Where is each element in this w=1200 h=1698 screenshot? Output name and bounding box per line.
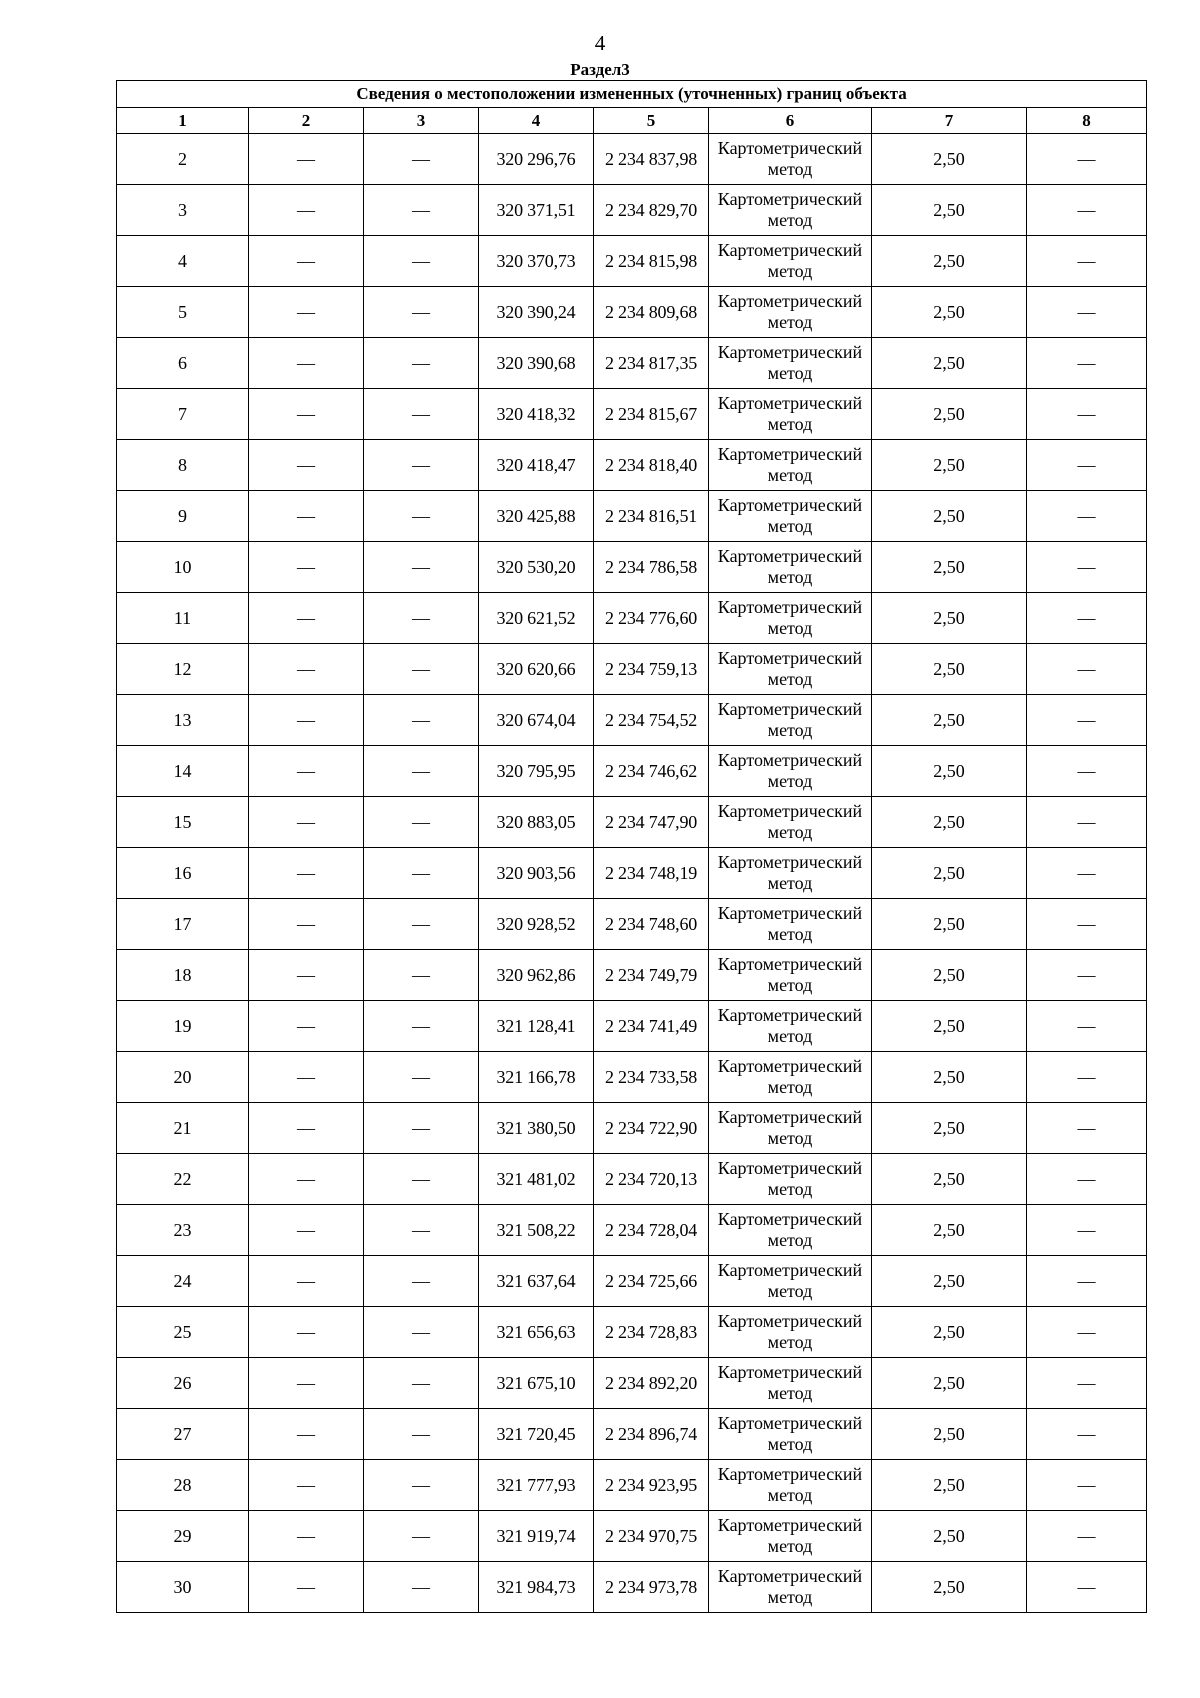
cell-coord-y: 2 234 728,83 xyxy=(594,1307,709,1358)
cell-col3: — xyxy=(364,1358,479,1409)
cell-col2: — xyxy=(249,287,364,338)
cell-col2: — xyxy=(249,236,364,287)
cell-coord-x: 320 962,86 xyxy=(479,950,594,1001)
cell-coord-x: 320 425,88 xyxy=(479,491,594,542)
cell-coord-x: 320 620,66 xyxy=(479,644,594,695)
cell-col3: — xyxy=(364,1052,479,1103)
column-number-1: 1 xyxy=(117,108,249,134)
cell-point-number: 25 xyxy=(117,1307,249,1358)
cell-coord-x: 320 390,68 xyxy=(479,338,594,389)
cell-col2: — xyxy=(249,1409,364,1460)
cell-col3: — xyxy=(364,593,479,644)
cell-col3: — xyxy=(364,1001,479,1052)
cell-method: Картометрический метод xyxy=(709,440,872,491)
cell-col8: — xyxy=(1027,899,1147,950)
cell-method: Картометрический метод xyxy=(709,797,872,848)
cell-coord-y: 2 234 970,75 xyxy=(594,1511,709,1562)
cell-col2: — xyxy=(249,1511,364,1562)
cell-col3: — xyxy=(364,134,479,185)
cell-accuracy: 2,50 xyxy=(872,1001,1027,1052)
cell-coord-x: 320 883,05 xyxy=(479,797,594,848)
cell-accuracy: 2,50 xyxy=(872,950,1027,1001)
cell-point-number: 28 xyxy=(117,1460,249,1511)
cell-col8: — xyxy=(1027,338,1147,389)
table-caption-row xyxy=(117,81,1147,108)
table-row xyxy=(117,491,1147,542)
cell-accuracy: 2,50 xyxy=(872,1307,1027,1358)
cell-col3: — xyxy=(364,236,479,287)
cell-point-number: 23 xyxy=(117,1205,249,1256)
cell-method: Картометрический метод xyxy=(709,1358,872,1409)
cell-method: Картометрический метод xyxy=(709,1460,872,1511)
cell-col2: — xyxy=(249,338,364,389)
cell-point-number: 7 xyxy=(117,389,249,440)
cell-method: Картометрический метод xyxy=(709,185,872,236)
cell-coord-x: 321 919,74 xyxy=(479,1511,594,1562)
cell-method: Картометрический метод xyxy=(709,695,872,746)
table-row xyxy=(117,1409,1147,1460)
cell-col8: — xyxy=(1027,1562,1147,1613)
cell-accuracy: 2,50 xyxy=(872,491,1027,542)
cell-coord-x: 320 390,24 xyxy=(479,287,594,338)
cell-method: Картометрический метод xyxy=(709,1154,872,1205)
boundary-coordinates-table xyxy=(116,80,1147,1613)
cell-method: Картометрический метод xyxy=(709,1001,872,1052)
cell-col2: — xyxy=(249,644,364,695)
cell-col8: — xyxy=(1027,950,1147,1001)
cell-col3: — xyxy=(364,1307,479,1358)
cell-accuracy: 2,50 xyxy=(872,797,1027,848)
cell-col2: — xyxy=(249,491,364,542)
cell-col3: — xyxy=(364,899,479,950)
cell-col3: — xyxy=(364,1562,479,1613)
cell-col3: — xyxy=(364,440,479,491)
cell-col3: — xyxy=(364,644,479,695)
cell-accuracy: 2,50 xyxy=(872,1358,1027,1409)
cell-col8: — xyxy=(1027,134,1147,185)
cell-point-number: 6 xyxy=(117,338,249,389)
table-row xyxy=(117,1511,1147,1562)
cell-col2: — xyxy=(249,1307,364,1358)
cell-col2: — xyxy=(249,1052,364,1103)
cell-point-number: 3 xyxy=(117,185,249,236)
cell-coord-x: 321 675,10 xyxy=(479,1358,594,1409)
cell-point-number: 2 xyxy=(117,134,249,185)
cell-col3: — xyxy=(364,1256,479,1307)
table-row xyxy=(117,1154,1147,1205)
cell-col2: — xyxy=(249,1460,364,1511)
table-row xyxy=(117,899,1147,950)
cell-col3: — xyxy=(364,287,479,338)
cell-point-number: 17 xyxy=(117,899,249,950)
cell-coord-y: 2 234 748,60 xyxy=(594,899,709,950)
cell-col3: — xyxy=(364,1205,479,1256)
cell-col3: — xyxy=(364,1154,479,1205)
cell-accuracy: 2,50 xyxy=(872,338,1027,389)
cell-col3: — xyxy=(364,1103,479,1154)
cell-coord-x: 320 418,47 xyxy=(479,440,594,491)
cell-col8: — xyxy=(1027,848,1147,899)
table-row xyxy=(117,950,1147,1001)
cell-coord-y: 2 234 741,49 xyxy=(594,1001,709,1052)
cell-col2: — xyxy=(249,134,364,185)
cell-accuracy: 2,50 xyxy=(872,899,1027,950)
cell-point-number: 20 xyxy=(117,1052,249,1103)
cell-coord-y: 2 234 728,04 xyxy=(594,1205,709,1256)
cell-col2: — xyxy=(249,797,364,848)
cell-method: Картометрический метод xyxy=(709,1205,872,1256)
cell-col8: — xyxy=(1027,1001,1147,1052)
cell-col2: — xyxy=(249,1256,364,1307)
cell-col3: — xyxy=(364,542,479,593)
cell-coord-x: 320 903,56 xyxy=(479,848,594,899)
table-row xyxy=(117,1256,1147,1307)
cell-coord-x: 321 166,78 xyxy=(479,1052,594,1103)
cell-coord-y: 2 234 747,90 xyxy=(594,797,709,848)
cell-coord-y: 2 234 759,13 xyxy=(594,644,709,695)
page-number: 4 xyxy=(594,31,606,55)
cell-col8: — xyxy=(1027,491,1147,542)
table-caption: Сведения о местоположении измененных (уточненных) границ объекта xyxy=(117,81,1147,108)
table-row xyxy=(117,797,1147,848)
cell-coord-x: 320 371,51 xyxy=(479,185,594,236)
cell-method: Картометрический метод xyxy=(709,287,872,338)
table-row xyxy=(117,1205,1147,1256)
cell-accuracy: 2,50 xyxy=(872,389,1027,440)
cell-coord-x: 321 637,64 xyxy=(479,1256,594,1307)
cell-col8: — xyxy=(1027,1052,1147,1103)
cell-point-number: 9 xyxy=(117,491,249,542)
cell-accuracy: 2,50 xyxy=(872,593,1027,644)
cell-accuracy: 2,50 xyxy=(872,848,1027,899)
cell-method: Картометрический метод xyxy=(709,746,872,797)
cell-col2: — xyxy=(249,950,364,1001)
cell-coord-x: 320 795,95 xyxy=(479,746,594,797)
cell-col2: — xyxy=(249,899,364,950)
cell-coord-x: 321 128,41 xyxy=(479,1001,594,1052)
cell-coord-y: 2 234 815,98 xyxy=(594,236,709,287)
cell-col3: — xyxy=(364,797,479,848)
cell-col8: — xyxy=(1027,1205,1147,1256)
table-row xyxy=(117,1103,1147,1154)
table-row xyxy=(117,389,1147,440)
cell-method: Картометрический метод xyxy=(709,134,872,185)
cell-coord-y: 2 234 748,19 xyxy=(594,848,709,899)
cell-accuracy: 2,50 xyxy=(872,695,1027,746)
section-title: Раздел3 xyxy=(570,60,630,79)
cell-col8: — xyxy=(1027,1307,1147,1358)
cell-method: Картометрический метод xyxy=(709,1511,872,1562)
cell-method: Картометрический метод xyxy=(709,644,872,695)
cell-method: Картометрический метод xyxy=(709,338,872,389)
cell-accuracy: 2,50 xyxy=(872,185,1027,236)
cell-method: Картометрический метод xyxy=(709,899,872,950)
cell-col8: — xyxy=(1027,389,1147,440)
cell-accuracy: 2,50 xyxy=(872,1409,1027,1460)
cell-coord-y: 2 234 815,67 xyxy=(594,389,709,440)
cell-method: Картометрический метод xyxy=(709,848,872,899)
cell-col8: — xyxy=(1027,746,1147,797)
cell-method: Картометрический метод xyxy=(709,389,872,440)
cell-accuracy: 2,50 xyxy=(872,134,1027,185)
cell-accuracy: 2,50 xyxy=(872,542,1027,593)
cell-coord-x: 320 418,32 xyxy=(479,389,594,440)
cell-col3: — xyxy=(364,389,479,440)
cell-method: Картометрический метод xyxy=(709,542,872,593)
cell-accuracy: 2,50 xyxy=(872,644,1027,695)
cell-coord-y: 2 234 818,40 xyxy=(594,440,709,491)
table-row xyxy=(117,440,1147,491)
cell-col3: — xyxy=(364,491,479,542)
cell-accuracy: 2,50 xyxy=(872,1511,1027,1562)
cell-point-number: 16 xyxy=(117,848,249,899)
cell-col3: — xyxy=(364,1409,479,1460)
table-row xyxy=(117,1307,1147,1358)
cell-col3: — xyxy=(364,185,479,236)
table-row xyxy=(117,1358,1147,1409)
cell-method: Картометрический метод xyxy=(709,1562,872,1613)
cell-coord-x: 320 530,20 xyxy=(479,542,594,593)
cell-col8: — xyxy=(1027,542,1147,593)
table-row xyxy=(117,1052,1147,1103)
cell-col8: — xyxy=(1027,644,1147,695)
cell-point-number: 30 xyxy=(117,1562,249,1613)
cell-col2: — xyxy=(249,185,364,236)
cell-point-number: 10 xyxy=(117,542,249,593)
cell-point-number: 26 xyxy=(117,1358,249,1409)
table-row xyxy=(117,593,1147,644)
cell-col3: — xyxy=(364,695,479,746)
cell-coord-y: 2 234 809,68 xyxy=(594,287,709,338)
cell-coord-y: 2 234 896,74 xyxy=(594,1409,709,1460)
cell-method: Картометрический метод xyxy=(709,1256,872,1307)
table-row xyxy=(117,338,1147,389)
cell-col3: — xyxy=(364,746,479,797)
cell-method: Картометрический метод xyxy=(709,236,872,287)
cell-col8: — xyxy=(1027,695,1147,746)
cell-coord-x: 321 380,50 xyxy=(479,1103,594,1154)
cell-point-number: 21 xyxy=(117,1103,249,1154)
cell-point-number: 13 xyxy=(117,695,249,746)
cell-coord-x: 320 674,04 xyxy=(479,695,594,746)
cell-col8: — xyxy=(1027,1511,1147,1562)
cell-point-number: 27 xyxy=(117,1409,249,1460)
cell-accuracy: 2,50 xyxy=(872,236,1027,287)
table-row xyxy=(117,1562,1147,1613)
cell-coord-y: 2 234 892,20 xyxy=(594,1358,709,1409)
cell-accuracy: 2,50 xyxy=(872,287,1027,338)
cell-coord-x: 320 621,52 xyxy=(479,593,594,644)
cell-accuracy: 2,50 xyxy=(872,1256,1027,1307)
cell-coord-x: 321 656,63 xyxy=(479,1307,594,1358)
column-number-6: 6 xyxy=(709,108,872,134)
table-row xyxy=(117,644,1147,695)
cell-col8: — xyxy=(1027,1256,1147,1307)
cell-accuracy: 2,50 xyxy=(872,1205,1027,1256)
table-row xyxy=(117,185,1147,236)
cell-col2: — xyxy=(249,746,364,797)
cell-coord-x: 321 777,93 xyxy=(479,1460,594,1511)
cell-coord-x: 321 508,22 xyxy=(479,1205,594,1256)
cell-col8: — xyxy=(1027,236,1147,287)
cell-point-number: 12 xyxy=(117,644,249,695)
cell-method: Картометрический метод xyxy=(709,950,872,1001)
table-row xyxy=(117,236,1147,287)
cell-point-number: 22 xyxy=(117,1154,249,1205)
column-number-5: 5 xyxy=(594,108,709,134)
column-number-4: 4 xyxy=(479,108,594,134)
cell-col8: — xyxy=(1027,593,1147,644)
cell-col2: — xyxy=(249,389,364,440)
cell-coord-y: 2 234 817,35 xyxy=(594,338,709,389)
cell-method: Картометрический метод xyxy=(709,1052,872,1103)
cell-coord-y: 2 234 720,13 xyxy=(594,1154,709,1205)
cell-coord-y: 2 234 973,78 xyxy=(594,1562,709,1613)
cell-col2: — xyxy=(249,1103,364,1154)
cell-point-number: 14 xyxy=(117,746,249,797)
cell-accuracy: 2,50 xyxy=(872,1052,1027,1103)
cell-col8: — xyxy=(1027,797,1147,848)
cell-coord-y: 2 234 725,66 xyxy=(594,1256,709,1307)
cell-coord-y: 2 234 722,90 xyxy=(594,1103,709,1154)
cell-coord-y: 2 234 749,79 xyxy=(594,950,709,1001)
cell-coord-y: 2 234 746,62 xyxy=(594,746,709,797)
cell-coord-y: 2 234 754,52 xyxy=(594,695,709,746)
cell-point-number: 18 xyxy=(117,950,249,1001)
column-number-2: 2 xyxy=(249,108,364,134)
cell-col2: — xyxy=(249,1205,364,1256)
column-number-8: 8 xyxy=(1027,108,1147,134)
cell-col3: — xyxy=(364,848,479,899)
cell-coord-y: 2 234 786,58 xyxy=(594,542,709,593)
table-row xyxy=(117,695,1147,746)
cell-col8: — xyxy=(1027,440,1147,491)
cell-col8: — xyxy=(1027,1103,1147,1154)
cell-col2: — xyxy=(249,1562,364,1613)
cell-method: Картометрический метод xyxy=(709,1307,872,1358)
cell-col3: — xyxy=(364,1460,479,1511)
cell-col2: — xyxy=(249,1001,364,1052)
cell-col2: — xyxy=(249,593,364,644)
cell-col8: — xyxy=(1027,1358,1147,1409)
cell-method: Картометрический метод xyxy=(709,491,872,542)
cell-col8: — xyxy=(1027,287,1147,338)
cell-coord-x: 320 370,73 xyxy=(479,236,594,287)
cell-point-number: 29 xyxy=(117,1511,249,1562)
cell-coord-y: 2 234 837,98 xyxy=(594,134,709,185)
table-row xyxy=(117,287,1147,338)
cell-col2: — xyxy=(249,848,364,899)
cell-coord-y: 2 234 829,70 xyxy=(594,185,709,236)
table-row xyxy=(117,542,1147,593)
cell-col8: — xyxy=(1027,1154,1147,1205)
cell-col2: — xyxy=(249,1358,364,1409)
cell-accuracy: 2,50 xyxy=(872,1460,1027,1511)
cell-col3: — xyxy=(364,338,479,389)
cell-coord-x: 321 720,45 xyxy=(479,1409,594,1460)
table-row xyxy=(117,134,1147,185)
cell-point-number: 4 xyxy=(117,236,249,287)
cell-method: Картометрический метод xyxy=(709,1409,872,1460)
cell-point-number: 5 xyxy=(117,287,249,338)
cell-col3: — xyxy=(364,950,479,1001)
cell-accuracy: 2,50 xyxy=(872,1154,1027,1205)
cell-point-number: 8 xyxy=(117,440,249,491)
cell-col2: — xyxy=(249,440,364,491)
cell-coord-x: 321 984,73 xyxy=(479,1562,594,1613)
cell-col8: — xyxy=(1027,185,1147,236)
cell-col2: — xyxy=(249,542,364,593)
cell-accuracy: 2,50 xyxy=(872,440,1027,491)
cell-point-number: 19 xyxy=(117,1001,249,1052)
table-row xyxy=(117,1001,1147,1052)
cell-point-number: 15 xyxy=(117,797,249,848)
cell-point-number: 24 xyxy=(117,1256,249,1307)
column-number-3: 3 xyxy=(364,108,479,134)
table-body xyxy=(117,134,1147,1613)
cell-point-number: 11 xyxy=(117,593,249,644)
cell-coord-x: 320 928,52 xyxy=(479,899,594,950)
cell-method: Картометрический метод xyxy=(709,593,872,644)
column-number-7: 7 xyxy=(872,108,1027,134)
table-row xyxy=(117,848,1147,899)
table-row xyxy=(117,1460,1147,1511)
cell-coord-x: 321 481,02 xyxy=(479,1154,594,1205)
cell-col8: — xyxy=(1027,1460,1147,1511)
cell-coord-y: 2 234 923,95 xyxy=(594,1460,709,1511)
column-number-row xyxy=(117,108,1147,134)
cell-method: Картометрический метод xyxy=(709,1103,872,1154)
cell-coord-y: 2 234 816,51 xyxy=(594,491,709,542)
cell-col2: — xyxy=(249,1154,364,1205)
cell-accuracy: 2,50 xyxy=(872,1103,1027,1154)
cell-accuracy: 2,50 xyxy=(872,1562,1027,1613)
cell-coord-y: 2 234 733,58 xyxy=(594,1052,709,1103)
cell-col2: — xyxy=(249,695,364,746)
cell-col3: — xyxy=(364,1511,479,1562)
table-row xyxy=(117,746,1147,797)
cell-coord-y: 2 234 776,60 xyxy=(594,593,709,644)
cell-accuracy: 2,50 xyxy=(872,746,1027,797)
cell-col8: — xyxy=(1027,1409,1147,1460)
cell-coord-x: 320 296,76 xyxy=(479,134,594,185)
